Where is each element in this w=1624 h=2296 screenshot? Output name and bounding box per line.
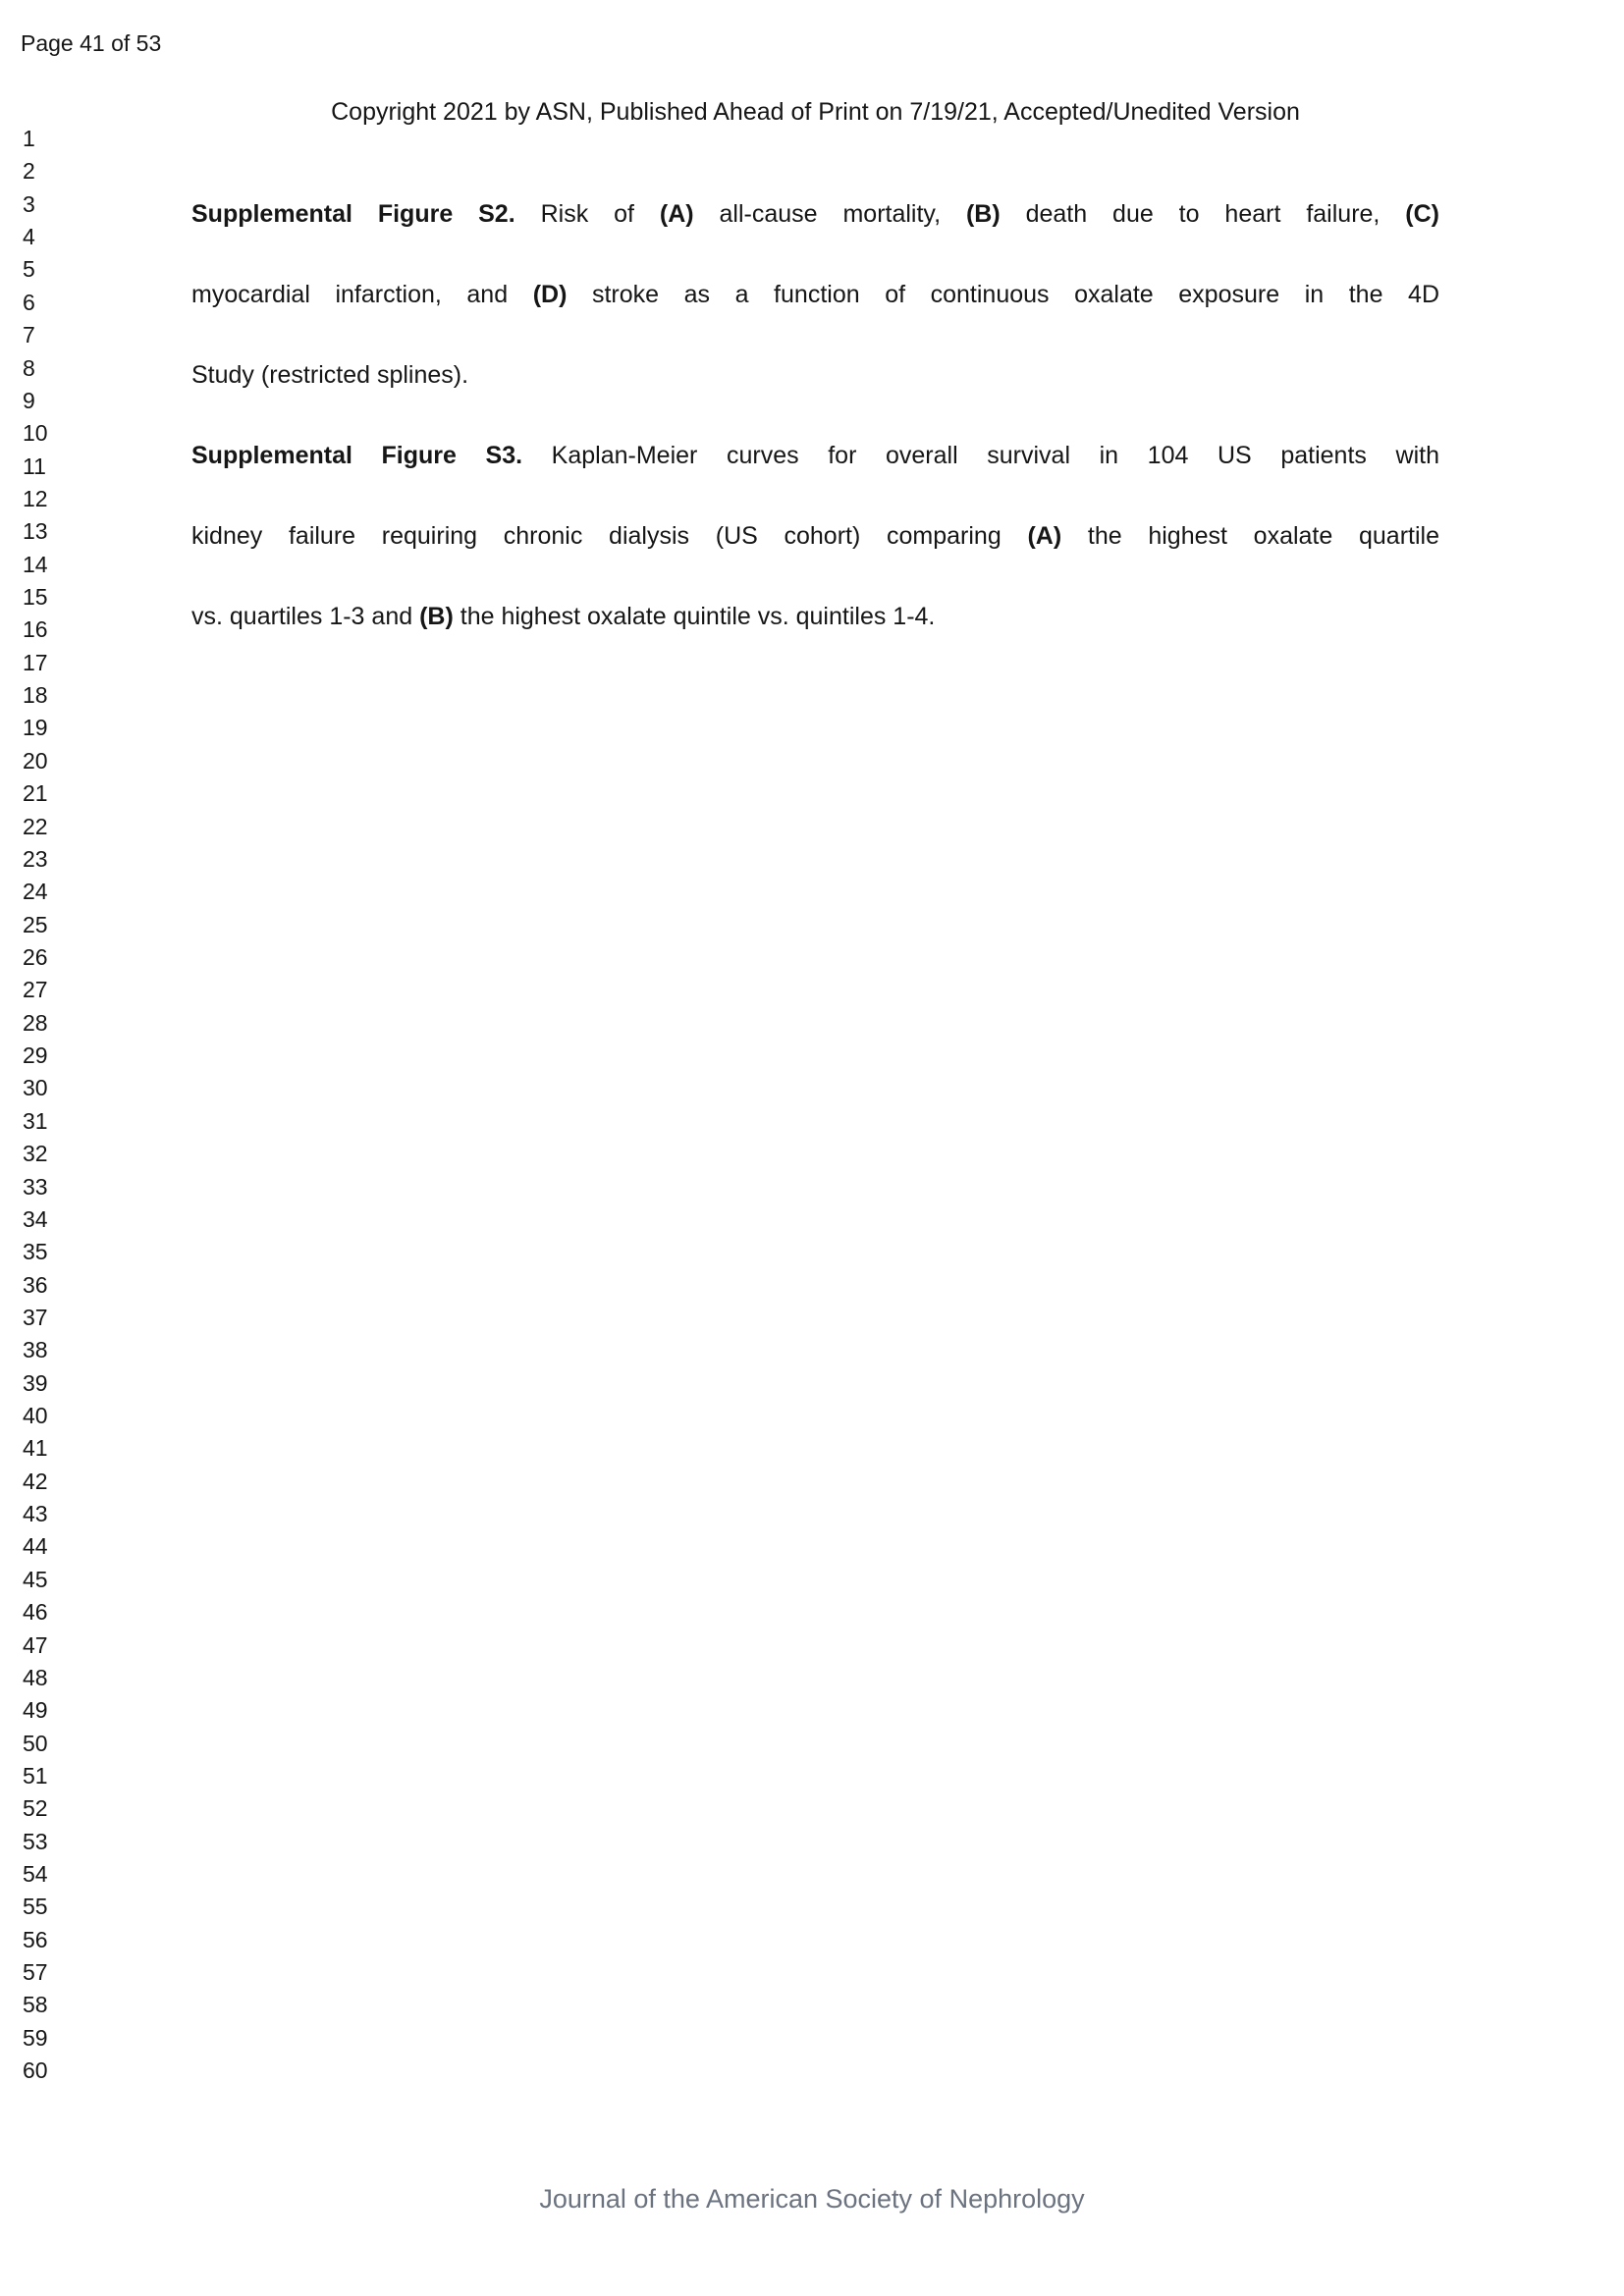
text-segment: all-cause mortality, — [693, 200, 966, 228]
line-number: 6 — [23, 289, 35, 315]
line-number: 19 — [23, 715, 48, 741]
line-number: 48 — [23, 1664, 48, 1690]
line-number: 46 — [23, 1599, 48, 1626]
line-number: 15 — [23, 584, 48, 611]
line-number: 10 — [23, 420, 48, 447]
text-segment: Supplemental Figure S3. — [191, 442, 523, 469]
line-number: 21 — [23, 780, 48, 807]
line-number: 52 — [23, 1795, 48, 1822]
line-number: 60 — [23, 2057, 48, 2084]
legend-text-line — [191, 496, 1439, 576]
line-number: 22 — [23, 813, 48, 839]
text-segment: (A) — [1027, 522, 1062, 550]
line-number: 27 — [23, 977, 48, 1003]
text-segment: death due to heart failure, — [1000, 200, 1406, 228]
line-number-gutter — [23, 123, 48, 2088]
line-number: 54 — [23, 1861, 48, 1888]
line-number: 44 — [23, 1533, 48, 1560]
line-number: 31 — [23, 1107, 48, 1134]
line-number: 5 — [23, 256, 35, 283]
line-number: 8 — [23, 354, 35, 381]
line-number: 32 — [23, 1141, 48, 1167]
text-segment: stroke as a function of continuous oxalate exposure in the 4D — [567, 281, 1439, 308]
line-number: 38 — [23, 1337, 48, 1363]
legend-text-line — [191, 415, 1439, 496]
line-number: 14 — [23, 551, 48, 577]
line-number: 29 — [23, 1042, 48, 1069]
line-number: 28 — [23, 1009, 48, 1036]
text-segment: (A) — [659, 200, 694, 228]
line-number: 39 — [23, 1369, 48, 1396]
line-number: 13 — [23, 518, 48, 545]
legend-text-line — [191, 576, 1439, 657]
line-number: 2 — [23, 158, 35, 185]
line-number: 9 — [23, 387, 35, 413]
line-number: 56 — [23, 1926, 48, 1952]
line-number: 30 — [23, 1075, 48, 1101]
line-number: 3 — [23, 190, 35, 217]
text-segment: vs. quartiles 1-3 and — [191, 603, 420, 630]
line-number: 11 — [23, 453, 46, 479]
line-number: 12 — [23, 485, 48, 511]
line-number: 59 — [23, 2024, 48, 2051]
line-number: 18 — [23, 682, 48, 709]
text-segment: Kaplan-Meier curves for overall survival in 104 US patients with — [522, 442, 1439, 469]
line-number: 16 — [23, 616, 48, 643]
page-number-label: Page 41 of 53 — [21, 30, 162, 56]
text-segment: (C) — [1405, 200, 1439, 228]
journal-footer: Journal of the American Society of Nephrology — [539, 2184, 1085, 2214]
line-number: 4 — [23, 224, 35, 250]
text-segment: Study (restricted splines). — [191, 361, 469, 389]
line-number: 17 — [23, 649, 48, 675]
text-segment: Supplemental Figure S2. — [191, 200, 515, 228]
text-segment: the highest oxalate quartile — [1061, 522, 1439, 550]
line-number: 53 — [23, 1828, 48, 1854]
line-number: 23 — [23, 845, 48, 872]
line-number: 43 — [23, 1501, 48, 1527]
line-number: 20 — [23, 747, 48, 774]
line-number: 47 — [23, 1631, 48, 1658]
legend-text-line — [191, 174, 1439, 254]
copyright-header: Copyright 2021 by ASN, Published Ahead of Print on 7/19/21, Accepted/Unedited Version — [331, 98, 1300, 126]
line-number: 57 — [23, 1959, 48, 1986]
line-number: 1 — [23, 126, 35, 151]
line-number: 25 — [23, 911, 48, 937]
text-segment: myocardial infarction, and — [191, 281, 533, 308]
line-number: 45 — [23, 1566, 48, 1592]
line-number: 7 — [23, 322, 35, 348]
line-number: 49 — [23, 1697, 48, 1724]
text-segment: (B) — [419, 603, 454, 630]
text-segment: (B) — [965, 200, 1001, 228]
line-number: 41 — [23, 1435, 48, 1462]
line-number: 40 — [23, 1403, 48, 1429]
text-segment: kidney failure requiring chronic dialysis (US cohort) comparing — [191, 522, 1028, 550]
line-number: 50 — [23, 1730, 48, 1756]
line-number: 33 — [23, 1173, 48, 1200]
line-number: 51 — [23, 1762, 48, 1789]
line-number: 37 — [23, 1304, 48, 1330]
line-number: 55 — [23, 1894, 48, 1920]
text-segment: the highest oxalate quintile vs. quintiles 1-4. — [453, 603, 936, 630]
text-segment: (D) — [532, 281, 568, 308]
text-segment: Risk of — [514, 200, 660, 228]
line-number: 35 — [23, 1239, 48, 1265]
figure-legends — [191, 174, 1439, 657]
line-number: 58 — [23, 1992, 48, 2018]
line-number: 42 — [23, 1468, 48, 1494]
legend-text-line — [191, 335, 1439, 415]
line-number: 34 — [23, 1205, 48, 1232]
line-number: 26 — [23, 943, 48, 970]
line-number: 24 — [23, 879, 48, 905]
legend-text-line — [191, 254, 1439, 335]
line-number: 36 — [23, 1271, 48, 1298]
